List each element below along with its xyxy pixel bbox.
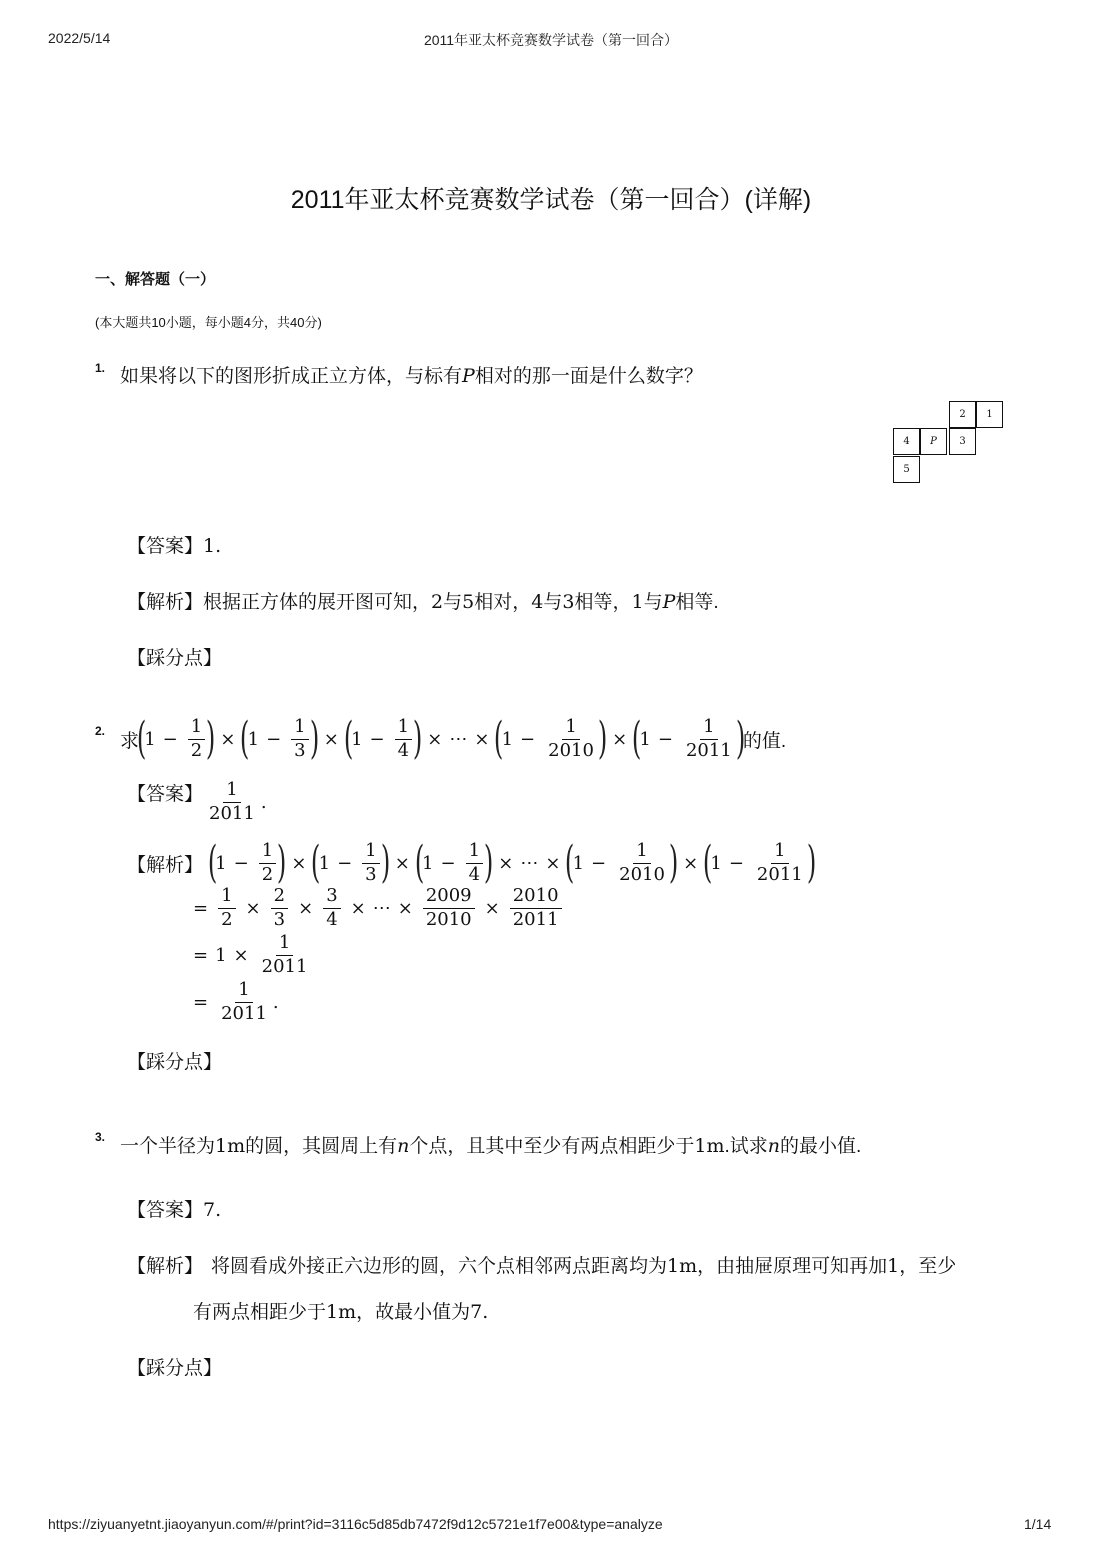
cube-net-figure — [893, 401, 1005, 485]
analysis-step-1: ( 1 − $\frac{1}{2}$ ) × ( 1 − $\frac{1}{3}$ ) × ( 1 − $\frac{1}{4}$ ) × ⋯ × ( 1 − $\frac{1}{2010}$ ) × ( 1 − $\frac{1}{2011}$ ) — [207, 837, 817, 889]
question-number: 3. — [95, 1130, 106, 1144]
answer-value: 1. — [203, 535, 222, 557]
analysis-row: 【解析】 将圆看成外接正六边形的圆，六个点相邻两点距离均为1m，由抽屉原理可知再加1，至少 — [127, 1255, 957, 1277]
scoring-points-label: 【踩分点】 — [127, 1052, 223, 1073]
product-expression: ( 1 − $\frac{1}{2}$ ) × ( 1 − $\frac{1}{3}$ ) × ( 1 − $\frac{1}{4}$ ) × ⋯ × ( 1 − $\frac{1}{2010}$ ) × ( 1 − $\frac{1}{2011}$ ) — [136, 713, 746, 765]
question-text: 求 ( 1 − $\frac{1}{2}$ ) × ( 1 − $\frac{1}{3}$ ) × ( 1 − $\frac{1}{4}$ ) × ⋯ × ( 1 − $\frac{1}{2010}$ ) × ( 1 − $\frac{1}{2011}$ ) 的值. — [120, 713, 787, 765]
section-title: 一、解答题（一） — [95, 271, 216, 288]
answer-row: 【答案】7. — [127, 1199, 222, 1221]
analysis-step-2: = $\frac{1}{2}$ × $\frac{2}{3}$ × $\frac{3}{4}$ × ⋯ × $\frac{2009}{2010}$ × $\frac{2010}{2011}$ — [193, 886, 565, 930]
question-text: 一个半径为1m的圆，其圆周上有n个点，且其中至少有两点相距少于1m.试求n的最小值. — [120, 1135, 862, 1157]
question-number: 1. — [95, 361, 106, 375]
page-number: 1/14 — [1024, 1516, 1052, 1532]
net-cell: 1 — [976, 401, 1003, 428]
analysis-row: 【解析】根据正方体的展开图可知，2与5相对，4与3相等，1与P相等. — [127, 591, 719, 613]
answer-row: 【答案】 $\frac{1}{2011}$ . — [127, 779, 267, 824]
net-cell: 2 — [949, 401, 976, 428]
scoring-points-label: 【踩分点】 — [127, 648, 223, 669]
question-text: 如果将以下的图形折成正立方体，与标有P相对的那一面是什么数字？ — [120, 365, 703, 387]
net-cell: 4 — [893, 428, 920, 455]
analysis-step-4: = $\frac{1}{2011}$ . — [193, 979, 279, 1024]
answer-row: 【答案】1. — [127, 535, 222, 557]
net-cell: P — [920, 428, 947, 455]
net-cell: 5 — [893, 456, 920, 483]
analysis-row-continued: 有两点相距少于1m，故最小值为7. — [193, 1301, 489, 1323]
document-title: 2011年亚太杯竞赛数学试卷（第一回合）(详解) — [290, 186, 812, 214]
section-note: (本大题共10小题，每小题4分，共40分) — [95, 315, 322, 330]
analysis-step-3: = 1 × $\frac{1}{2011}$ — [193, 932, 308, 977]
variable-p: P — [462, 365, 475, 387]
net-cell: 3 — [949, 428, 976, 455]
question-number: 2. — [95, 724, 106, 738]
scoring-points-label: 【踩分点】 — [127, 1358, 223, 1379]
answer-value: $\frac{1}{2011}$ . — [209, 779, 267, 824]
print-date: 2022/5/14 — [48, 30, 111, 46]
print-header-title: 2011年亚太杯竞赛数学试卷（第一回合） — [423, 32, 679, 48]
analysis-label: 【解析】 — [127, 855, 204, 876]
answer-value: 7. — [203, 1199, 222, 1221]
print-url: https://ziyuanyetnt.jiaoyanyun.com/#/print?id=3116c5d85db7472f9d12c5721e1f7e00&type=analyze — [48, 1516, 663, 1532]
